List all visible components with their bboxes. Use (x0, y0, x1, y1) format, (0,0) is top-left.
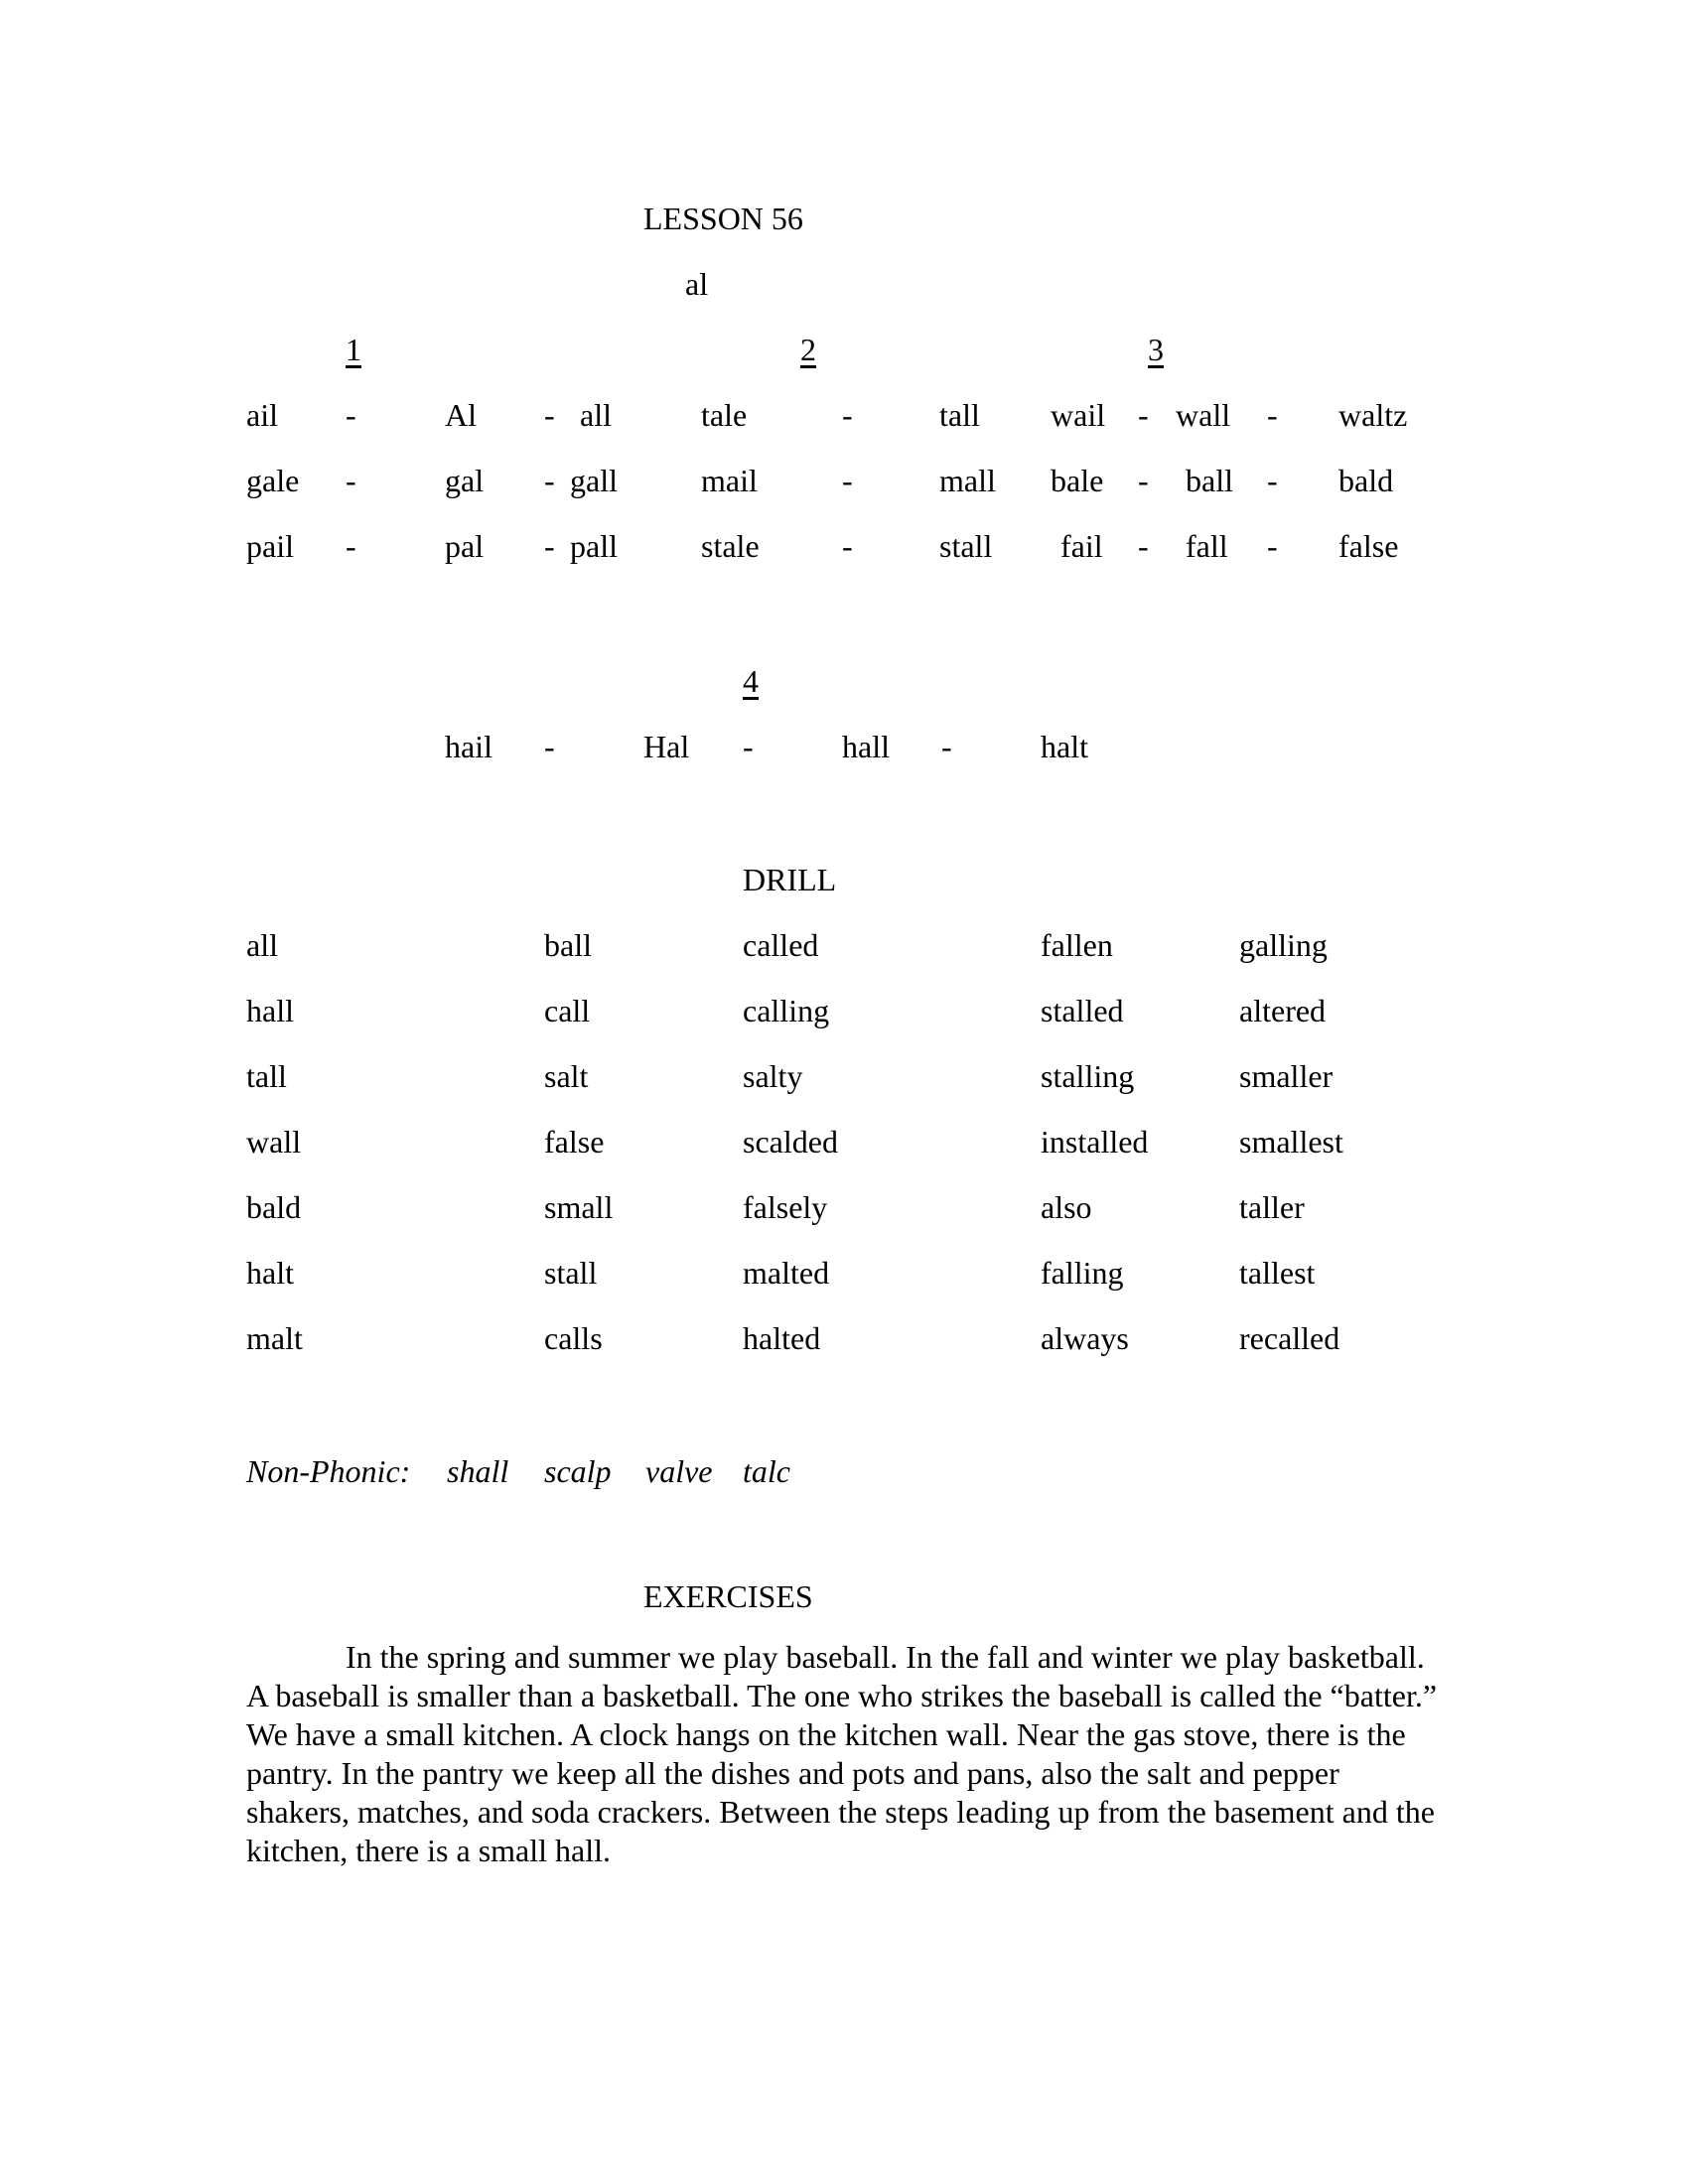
drill-word: all (246, 927, 278, 963)
word: mail (701, 463, 758, 498)
group-1-heading: 1 (346, 332, 361, 367)
drill-word: salt (544, 1058, 589, 1094)
drill-word: malt (246, 1320, 303, 1356)
dash: - (1267, 463, 1278, 498)
drill-word: halted (743, 1320, 821, 1356)
group-3-heading: 3 (1148, 332, 1164, 367)
drill-word: small (544, 1189, 614, 1225)
drill-word: fallen (1041, 927, 1113, 963)
non-phonic-word: valve (645, 1453, 713, 1489)
word: bale (1051, 463, 1104, 498)
word: mall (939, 463, 996, 498)
dash: - (346, 463, 356, 498)
drill-word: calls (544, 1320, 603, 1356)
drill-word: malted (743, 1255, 830, 1291)
word: ball (1186, 463, 1233, 498)
drill-word: scalded (743, 1124, 838, 1160)
dash: - (1138, 397, 1149, 433)
dash: - (544, 397, 555, 433)
dash: - (1267, 528, 1278, 564)
word: waltz (1338, 397, 1408, 433)
dash: - (544, 463, 555, 498)
drill-word: call (544, 993, 591, 1028)
word: hall (842, 729, 890, 764)
word: gal (445, 463, 485, 498)
word: fall (1186, 528, 1228, 564)
drill-word: stalling (1041, 1058, 1135, 1094)
dash: - (1267, 397, 1278, 433)
drill-word: salty (743, 1058, 803, 1094)
word: bald (1338, 463, 1394, 498)
exercises-heading: EXERCISES (643, 1578, 813, 1614)
group-4-heading: 4 (743, 663, 759, 699)
drill-word: wall (246, 1124, 302, 1160)
word: ail (246, 397, 278, 433)
dash: - (842, 528, 853, 564)
word: pal (445, 528, 485, 564)
exercises-paragraph: In the spring and summer we play baseball. In the fall and winter we play basketball. A baseball is smaller than a basketball. The one who strikes the baseball is called the “batter.” We have a small kitchen. A clock hangs on the kitchen wall. Near the gas stove, there is the pantry. In the pantry we keep all the dishes and pots and pans, also the salt and pepper shakers, matches, and soda crackers. Between the steps leading up from the basement and the kitchen, there is a small hall. (246, 1639, 1438, 1868)
word: gale (246, 463, 300, 498)
drill-word: falling (1041, 1255, 1124, 1291)
non-phonic-word: scalp (544, 1453, 612, 1489)
word: Al (445, 397, 477, 433)
dash: - (1138, 528, 1149, 564)
word: false (1338, 528, 1399, 564)
word: tall (939, 397, 980, 433)
dash: - (346, 397, 356, 433)
drill-word: bald (246, 1189, 302, 1225)
word: wall (1176, 397, 1231, 433)
word: gall (570, 463, 618, 498)
drill-word: stall (544, 1255, 598, 1291)
non-phonic-word: shall (447, 1453, 509, 1489)
word: Hal (643, 729, 690, 764)
drill-word: called (743, 927, 819, 963)
drill-word: stalled (1041, 993, 1124, 1028)
dash: - (1138, 463, 1149, 498)
word: fail (1060, 528, 1103, 564)
drill-word: falsely (743, 1189, 828, 1225)
drill-word: taller (1239, 1189, 1305, 1225)
phonogram-heading: al (685, 266, 709, 302)
dash: - (346, 528, 356, 564)
word: tale (701, 397, 748, 433)
dash: - (743, 729, 754, 764)
dash: - (941, 729, 952, 764)
drill-word: smaller (1239, 1058, 1334, 1094)
non-phonic-word: talc (743, 1453, 790, 1489)
drill-word: calling (743, 993, 830, 1028)
word: stale (701, 528, 760, 564)
drill-word: altered (1239, 993, 1327, 1028)
drill-word: false (544, 1124, 605, 1160)
drill-word: recalled (1239, 1320, 1340, 1356)
non-phonic-label: Non-Phonic: (246, 1453, 411, 1489)
dash: - (544, 528, 555, 564)
dash: - (544, 729, 555, 764)
group-2-heading: 2 (800, 332, 816, 367)
word: hail (445, 729, 492, 764)
drill-word: installed (1041, 1124, 1149, 1160)
drill-word: tallest (1239, 1255, 1316, 1291)
word: pail (246, 528, 294, 564)
dash: - (842, 463, 853, 498)
drill-word: ball (544, 927, 592, 963)
drill-word: smallest (1239, 1124, 1343, 1160)
drill-word: also (1041, 1189, 1092, 1225)
dash: - (842, 397, 853, 433)
drill-word: hall (246, 993, 294, 1028)
word: stall (939, 528, 993, 564)
word: all (580, 397, 612, 433)
drill-word: galling (1239, 927, 1328, 963)
drill-word: tall (246, 1058, 287, 1094)
drill-word: always (1041, 1320, 1129, 1356)
drill-heading: DRILL (743, 862, 837, 897)
drill-word: halt (246, 1255, 294, 1291)
word: pall (570, 528, 618, 564)
word: halt (1041, 729, 1088, 764)
lesson-title: LESSON 56 (643, 201, 803, 236)
word: wail (1051, 397, 1106, 433)
